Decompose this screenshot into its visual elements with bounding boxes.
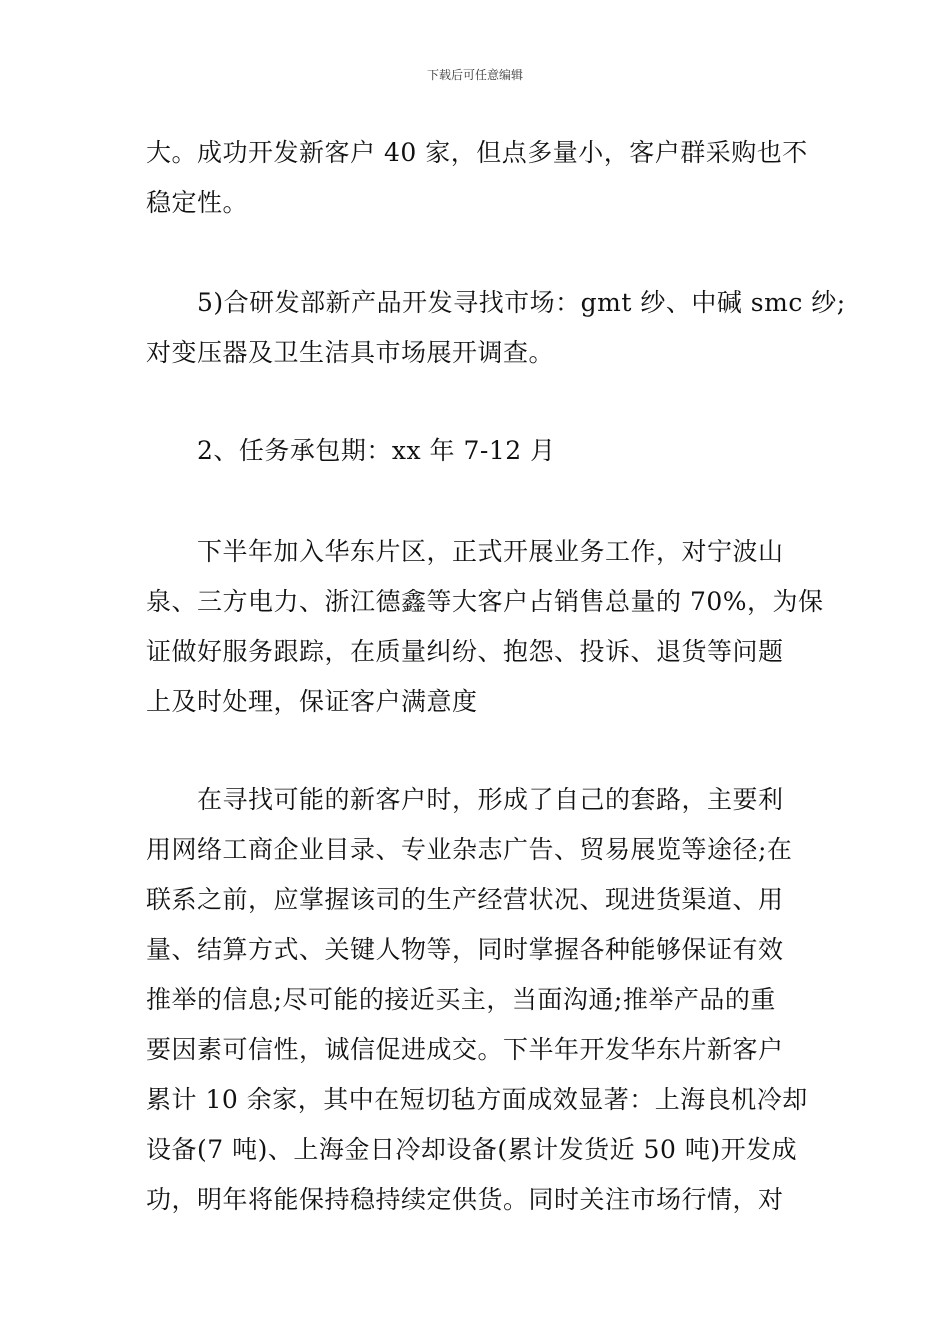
- text-line: 联系之前，应掌握该司的生产经营状况、现进货渠道、用: [146, 885, 784, 914]
- text-line: 功，明年将能保持稳持续定供货。同时关注市场行情，对: [146, 1185, 784, 1214]
- text-line: 大。成功开发新客户 40 家，但点多量小，客户群采购也不: [146, 138, 808, 167]
- text-line: 在寻找可能的新客户时，形成了自己的套路，主要利: [197, 785, 784, 814]
- text-line: 5)合研发部新产品开发寻找市场：gmt 纱、中碱 smc 纱;: [197, 288, 846, 317]
- text-line: 用网络工商企业目录、专业杂志广告、贸易展览等途径;在: [146, 835, 793, 864]
- text-line: 累计 10 余家，其中在短切毡方面成效显著：上海良机冷却: [146, 1085, 808, 1114]
- text-line: 推举的信息;尽可能的接近买主，当面沟通;推举产品的重: [146, 985, 776, 1014]
- text-line: 证做好服务跟踪，在质量纠纷、抱怨、投诉、退货等问题: [146, 637, 784, 666]
- text-line: 泉、三方电力、浙江德鑫等大客户占销售总量的 70%，为保: [146, 587, 824, 616]
- page-header: 下载后可任意编辑: [426, 68, 523, 82]
- text-line: 要因素可信性，诚信促进成交。下半年开发华东片新客户: [146, 1035, 784, 1064]
- text-line: 稳定性。: [146, 188, 249, 217]
- text-line: 2、任务承包期：xx 年 7-12 月: [197, 436, 556, 465]
- text-line: 量、结算方式、关键人物等，同时掌握各种能够保证有效: [146, 935, 784, 964]
- text-line: 下半年加入华东片区，正式开展业务工作，对宁波山: [197, 537, 784, 566]
- text-line: 上及时处理，保证客户满意度: [146, 687, 478, 716]
- text-line: 对变压器及卫生洁具市场展开调查。: [146, 338, 555, 367]
- text-line: 设备(7 吨)、上海金日冷却设备(累计发货近 50 吨)开发成: [146, 1135, 798, 1164]
